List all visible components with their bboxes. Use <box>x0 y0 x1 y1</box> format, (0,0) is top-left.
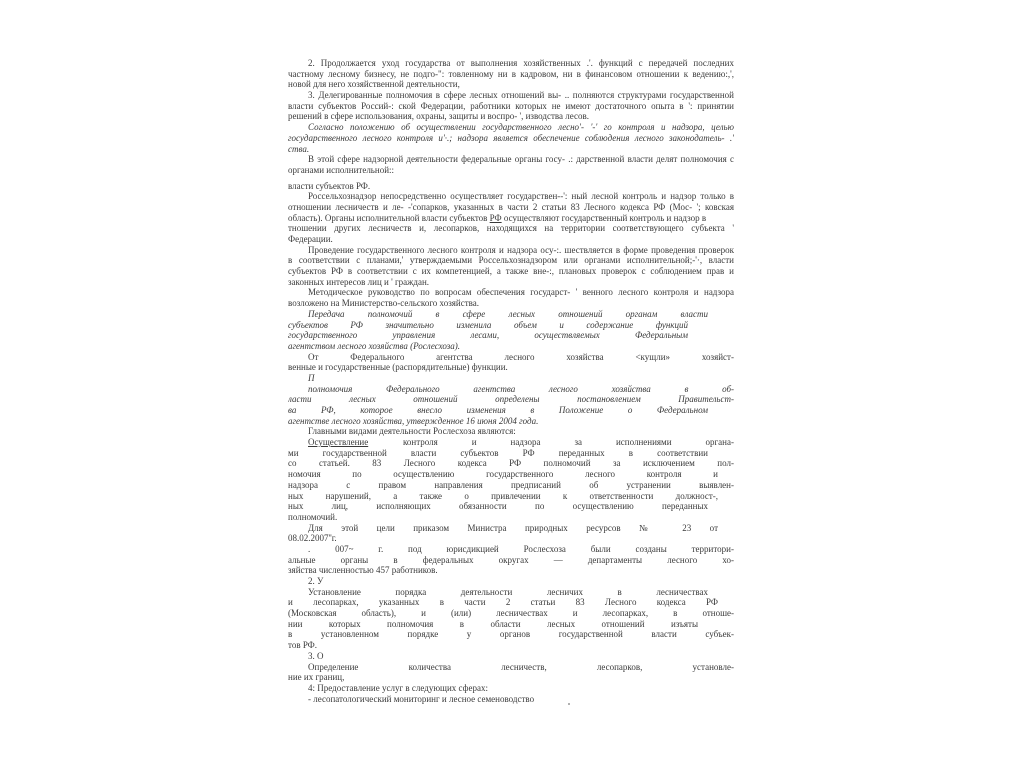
text-line: Методическое руководство по вопросам обеспечения государст- ' венного лесного контроля и надзора <box>308 287 734 298</box>
text-line: ва РФ, которое внесло изменения в Положение о Федеральном <box>288 405 708 415</box>
text-line: Проведение государственного лесного контроля и надзора осу-:. шествляется в форме проведения проверок <box>308 244 734 255</box>
text-line: 3. О <box>308 650 324 661</box>
text-line: органами исполнительной:: <box>288 164 395 175</box>
text-line: В этой сфере надзорной деятельности федеральные органы госу- .: дарственной власти делят полномочия с <box>308 154 734 165</box>
text-line: Главными видами деятельности Рослесхоза являются: <box>308 426 516 437</box>
text-line: ных нарушений, а также о привлечении к ответственности должност-, <box>288 490 718 501</box>
underlined-rf: РФ <box>489 212 502 223</box>
scan-speck <box>568 703 570 705</box>
text-line: в соответствии с планами,' утверждаемыми Россельхознадзором или органами исполнительной;-'·, власти <box>288 255 734 266</box>
text-line: ми государственной власти субъектов РФ переданных в соответствии <box>288 447 708 458</box>
text-line: решений в сфере использования, охраны, защиты и воспро- ', изводства лесов. <box>288 111 590 122</box>
text-line: (Московская область), и (или) лесничествах и лесопарках, в отноше- <box>288 608 734 619</box>
text-line: ние их границ, <box>288 672 345 683</box>
text-line: 08.02.2007''г. <box>288 533 337 544</box>
text-line: агентстве лесного хозяйства, утвержденное 16 июня 2004 года. <box>288 415 539 426</box>
text-line <box>288 437 734 448</box>
text-line: власти субъектов Россий-: ской Федерации, работники которых не имеют достаточного опыта в ': принятии <box>288 100 734 111</box>
text-line: Согласно положению об осуществлении государственного лесно'- '-' го контроля и надзора, целью <box>308 122 734 133</box>
text-line: - лесопатологический мониторинг и лесное семеноводство <box>308 693 535 704</box>
text-line: зяйства численностью 457 работников. <box>288 565 438 576</box>
text-line: альные органы в федеральных округах — департаменты лесного хо- <box>288 554 734 565</box>
text-line: новой для него хозяйственной деятельности, <box>288 79 460 90</box>
text-line: ства. <box>288 143 310 154</box>
underlined-text: Осуществление <box>308 437 369 448</box>
text-line: со статьей. 83 Лесного кодекса РФ полномочий за исключением пол- <box>288 458 734 469</box>
text-fragment: контроля и надзора за исполнениями органа- <box>403 437 734 448</box>
text-line: субъектов РФ в соответствии с их компетенцией, а также вне-:, плановых проверок с соблюдением прав и <box>288 266 734 277</box>
text-line: 4: Предоставление услуг в следующих сферах: <box>308 682 488 693</box>
text-line: субъектов РФ значительно изменила объем и содержание функций <box>288 319 688 330</box>
text-line: государственного управления лесами, осуществляемых Федеральным <box>288 330 688 341</box>
text-line: ных лиц, исполняющих обязанности по осуществлению переданных <box>288 501 708 512</box>
text-line: 2. Продолжается уход государства от выполнения хозяйственных .'. функций с передачей последних <box>308 58 734 68</box>
text-line: венные и государственные (распорядительные) функции. <box>288 362 508 373</box>
text-line: законных интересов лиц и ' граждан. <box>288 276 430 287</box>
text-line: в установленном порядке у органов государственной власти субъек- <box>288 629 734 640</box>
text-line: государственного лесного контроля и'·.; надзора является обеспечение соблюдения лесного законодатель- .' <box>288 132 734 143</box>
text-line: От Федерального агентства лесного хозяйства <кущли» хозяйст- <box>308 351 734 362</box>
text-line: Установление порядка деятельности лесничих в лесничествах <box>308 586 708 597</box>
text-line <box>288 213 734 224</box>
text-line: полномочия Федерального агентства лесного хозяйства в об- <box>308 383 734 394</box>
text-line: Россельхознадзор непосредственно осуществляет государствен--': ный лесной контроль и надзор только в <box>308 191 734 202</box>
text-line: 2. У <box>308 576 324 586</box>
text-line: нии которых полномочия в области лесных отношений изъяты <box>288 618 698 629</box>
text-line: тношении других лесничеств и, лесопарков, находящихся на территории соответствующего субъекта ' <box>288 223 734 234</box>
text-line: Для этой цели приказом Министра природных ресурсов № 23 от <box>308 522 718 533</box>
text-line: полномочий. <box>288 511 338 522</box>
text-line: Определение количества лесничеств, лесопарков, установле- <box>308 661 734 672</box>
text-line: П <box>308 372 315 383</box>
text-line: возложено на Министерство-сельского хозяйства. <box>288 298 480 309</box>
text-line: 3. Делегированные полномочия в сфере лесных отношений вы- .. полняются структурами государственной <box>308 90 734 101</box>
text-line: надзора с правом направления предписаний об устранении выявлен- <box>288 479 734 490</box>
text-line: агентством лесного хозяйства (Рослесхоза). <box>288 340 461 351</box>
text-line: и лесопарках, указанных в части 2 статьи 83 Лесного кодекса РФ <box>288 597 718 608</box>
text-fragment: осуществляют государственный контроль и надзор в <box>501 212 707 223</box>
text-line: Передача полномочий в сфере лесных отношений органам власти <box>308 308 708 319</box>
text-line: Федерации. <box>288 234 333 244</box>
text-line: тов РФ. <box>288 640 318 651</box>
text-line: власти субъектов РФ. <box>288 180 371 191</box>
text-line: ласти лесных отношений определены постановлением Правительст- <box>288 394 734 405</box>
text-line: частному лесному бизнесу, не подго-": товленному ни в кадровом, ни в финансовом отношении к ведению:,', <box>288 68 734 79</box>
document-page <box>288 58 734 704</box>
text-line: . 007~ г. под юрисдикцией Рослесхоза были созданы территори- <box>308 543 734 554</box>
text-line: номочия по осуществлению государственного лесного контроля и <box>288 469 718 480</box>
text-fragment: область). Органы исполнительной власти субъектов <box>288 212 490 223</box>
text-line: отношении лесничеств и ле- -'сопарков, указанных в части 2 статьи 83 Лесного кодекса РФ (Мос- '; ковская <box>288 201 734 212</box>
